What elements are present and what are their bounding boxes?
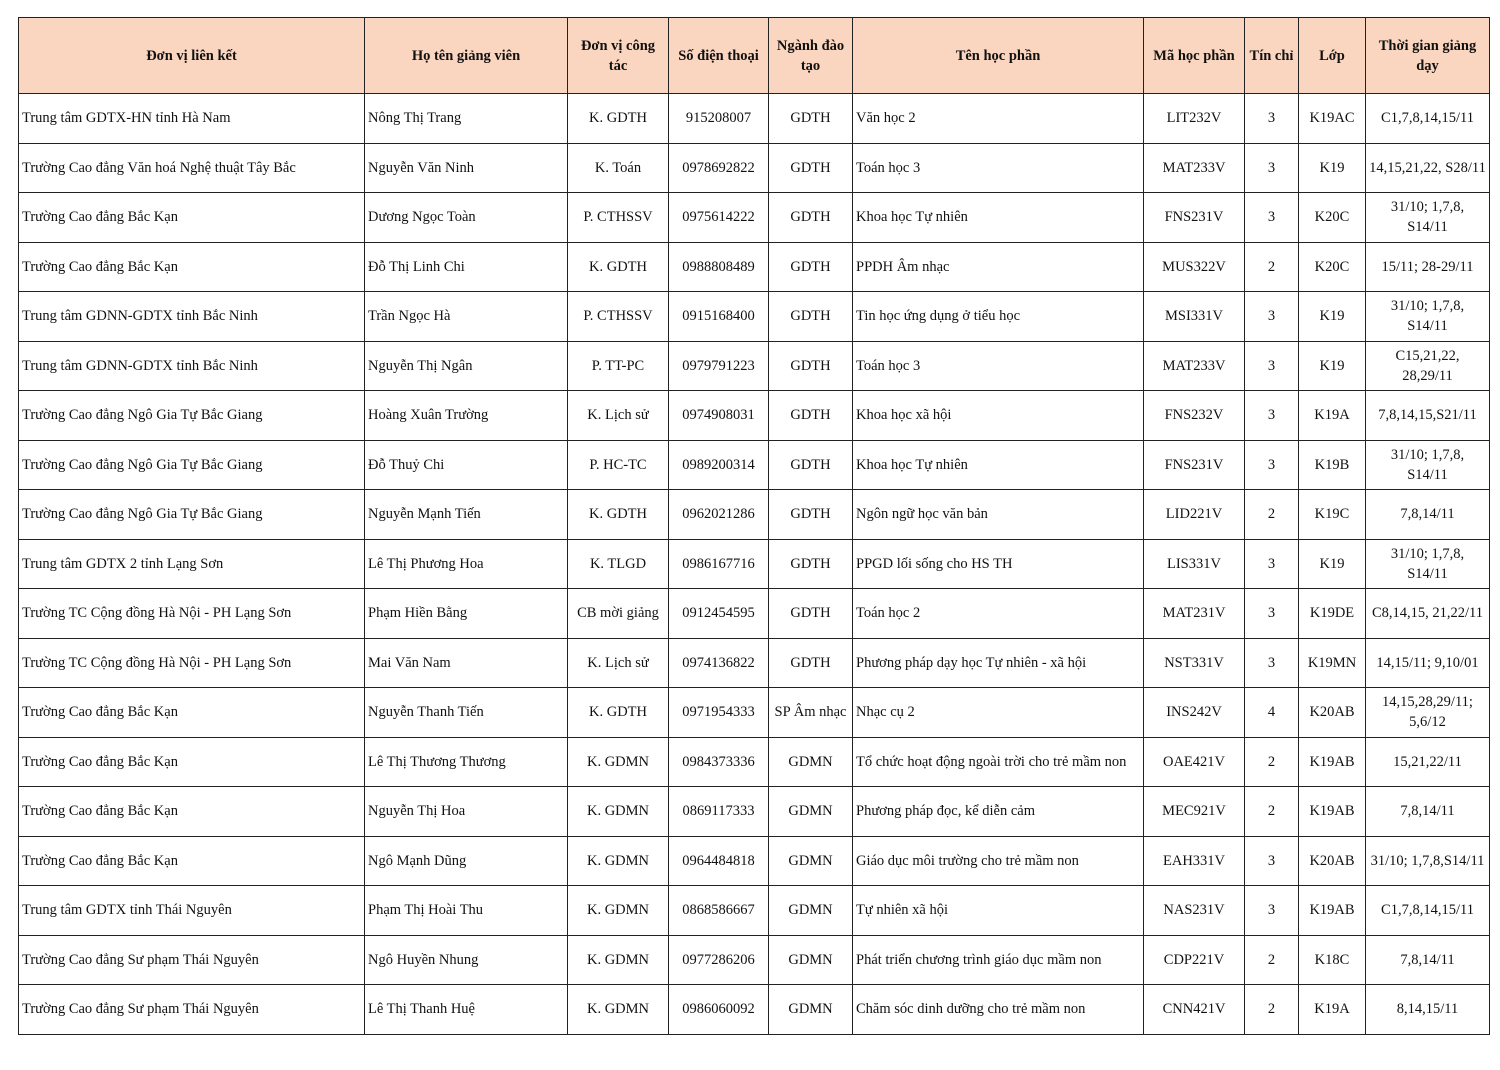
cell-thoi-gian-giang-day: 31/10; 1,7,8,S14/11 <box>1366 836 1490 886</box>
cell-ho-ten-giang-vien: Nguyễn Thị Hoa <box>365 787 568 837</box>
cell-thoi-gian-giang-day: C8,14,15, 21,22/11 <box>1366 589 1490 639</box>
cell-ho-ten-giang-vien: Nông Thị Trang <box>365 94 568 144</box>
cell-so-dien-thoai: 0989200314 <box>669 440 769 490</box>
cell-ten-hoc-phan: Khoa học xã hội <box>853 391 1144 441</box>
cell-so-dien-thoai: 0962021286 <box>669 490 769 540</box>
cell-don-vi-cong-tac: P. CTHSSV <box>568 292 669 342</box>
table-row <box>19 242 1490 292</box>
cell-don-vi-cong-tac: P. CTHSSV <box>568 193 669 243</box>
header-nganh-dao-tao: Ngành đào tạo <box>769 18 853 94</box>
cell-don-vi-lien-ket: Trường Cao đẳng Bắc Kạn <box>19 836 365 886</box>
header-tin-chi: Tín chỉ <box>1245 18 1299 94</box>
cell-lop: K19A <box>1299 391 1366 441</box>
cell-lop: K20AB <box>1299 688 1366 738</box>
cell-don-vi-lien-ket: Trường Cao đẳng Ngô Gia Tự Bắc Giang <box>19 440 365 490</box>
cell-ten-hoc-phan: Khoa học Tự nhiên <box>853 440 1144 490</box>
cell-don-vi-lien-ket: Trường Cao đẳng Ngô Gia Tự Bắc Giang <box>19 490 365 540</box>
cell-don-vi-lien-ket: Trường TC Cộng đồng Hà Nội - PH Lạng Sơn <box>19 638 365 688</box>
cell-thoi-gian-giang-day: 31/10; 1,7,8, S14/11 <box>1366 292 1490 342</box>
cell-thoi-gian-giang-day: 7,8,14/11 <box>1366 490 1490 540</box>
cell-tin-chi: 2 <box>1245 490 1299 540</box>
cell-lop: K19AC <box>1299 94 1366 144</box>
cell-lop: K19 <box>1299 292 1366 342</box>
cell-tin-chi: 3 <box>1245 589 1299 639</box>
cell-ma-hoc-phan: CDP221V <box>1144 935 1245 985</box>
cell-thoi-gian-giang-day: 31/10; 1,7,8, S14/11 <box>1366 193 1490 243</box>
cell-lop: K19DE <box>1299 589 1366 639</box>
cell-don-vi-cong-tac: K. Lịch sử <box>568 638 669 688</box>
cell-ma-hoc-phan: MAT231V <box>1144 589 1245 639</box>
cell-ma-hoc-phan: NST331V <box>1144 638 1245 688</box>
table-row <box>19 490 1490 540</box>
cell-tin-chi: 3 <box>1245 143 1299 193</box>
cell-don-vi-cong-tac: K. Toán <box>568 143 669 193</box>
cell-so-dien-thoai: 0912454595 <box>669 589 769 639</box>
cell-tin-chi: 3 <box>1245 539 1299 589</box>
cell-ho-ten-giang-vien: Đỗ Thị Linh Chi <box>365 242 568 292</box>
cell-don-vi-lien-ket: Trường Cao đẳng Ngô Gia Tự Bắc Giang <box>19 391 365 441</box>
cell-ho-ten-giang-vien: Nguyễn Văn Ninh <box>365 143 568 193</box>
cell-nganh-dao-tao: GDMN <box>769 985 853 1035</box>
cell-don-vi-cong-tac: K. GDMN <box>568 886 669 936</box>
table-row <box>19 985 1490 1035</box>
cell-nganh-dao-tao: GDMN <box>769 886 853 936</box>
cell-tin-chi: 3 <box>1245 836 1299 886</box>
cell-don-vi-cong-tac: K. GDMN <box>568 935 669 985</box>
cell-don-vi-lien-ket: Trường TC Cộng đồng Hà Nội - PH Lạng Sơn <box>19 589 365 639</box>
cell-so-dien-thoai: 0975614222 <box>669 193 769 243</box>
cell-tin-chi: 3 <box>1245 440 1299 490</box>
table-row <box>19 787 1490 837</box>
header-ten-hoc-phan: Tên học phần <box>853 18 1144 94</box>
cell-ma-hoc-phan: NAS231V <box>1144 886 1245 936</box>
cell-ho-ten-giang-vien: Phạm Thị Hoài Thu <box>365 886 568 936</box>
cell-don-vi-lien-ket: Trường Cao đẳng Sư phạm Thái Nguyên <box>19 935 365 985</box>
cell-ma-hoc-phan: MAT233V <box>1144 341 1245 391</box>
cell-don-vi-cong-tac: K. GDTH <box>568 94 669 144</box>
cell-tin-chi: 3 <box>1245 193 1299 243</box>
cell-lop: K19AB <box>1299 886 1366 936</box>
cell-thoi-gian-giang-day: C1,7,8,14,15/11 <box>1366 94 1490 144</box>
table-body <box>19 94 1490 1035</box>
table-row <box>19 589 1490 639</box>
cell-don-vi-lien-ket: Trường Cao đẳng Văn hoá Nghệ thuật Tây Bắc <box>19 143 365 193</box>
cell-nganh-dao-tao: GDTH <box>769 143 853 193</box>
cell-so-dien-thoai: 915208007 <box>669 94 769 144</box>
cell-ho-ten-giang-vien: Dương Ngọc Toàn <box>365 193 568 243</box>
cell-thoi-gian-giang-day: 15/11; 28-29/11 <box>1366 242 1490 292</box>
cell-lop: K19A <box>1299 985 1366 1035</box>
cell-ho-ten-giang-vien: Nguyễn Mạnh Tiến <box>365 490 568 540</box>
cell-lop: K19C <box>1299 490 1366 540</box>
cell-thoi-gian-giang-day: 7,8,14/11 <box>1366 787 1490 837</box>
cell-ma-hoc-phan: EAH331V <box>1144 836 1245 886</box>
cell-tin-chi: 2 <box>1245 242 1299 292</box>
cell-lop: K19AB <box>1299 737 1366 787</box>
cell-ho-ten-giang-vien: Lê Thị Thanh Huệ <box>365 985 568 1035</box>
cell-so-dien-thoai: 0869117333 <box>669 787 769 837</box>
header-thoi-gian-giang-day: Thời gian giảng dạy <box>1366 18 1490 94</box>
header-lop: Lớp <box>1299 18 1366 94</box>
cell-ten-hoc-phan: Toán học 2 <box>853 589 1144 639</box>
cell-so-dien-thoai: 0964484818 <box>669 836 769 886</box>
cell-ten-hoc-phan: Văn học 2 <box>853 94 1144 144</box>
cell-thoi-gian-giang-day: 15,21,22/11 <box>1366 737 1490 787</box>
cell-ma-hoc-phan: INS242V <box>1144 688 1245 738</box>
cell-so-dien-thoai: 0986167716 <box>669 539 769 589</box>
cell-nganh-dao-tao: GDTH <box>769 440 853 490</box>
cell-don-vi-lien-ket: Trường Cao đẳng Bắc Kạn <box>19 688 365 738</box>
cell-don-vi-cong-tac: K. TLGD <box>568 539 669 589</box>
cell-ten-hoc-phan: Toán học 3 <box>853 341 1144 391</box>
cell-lop: K20AB <box>1299 836 1366 886</box>
cell-nganh-dao-tao: GDTH <box>769 589 853 639</box>
cell-nganh-dao-tao: GDMN <box>769 737 853 787</box>
table-row <box>19 737 1490 787</box>
cell-lop: K18C <box>1299 935 1366 985</box>
cell-ten-hoc-phan: PPGD lối sống cho HS TH <box>853 539 1144 589</box>
table-row <box>19 391 1490 441</box>
cell-so-dien-thoai: 0988808489 <box>669 242 769 292</box>
cell-nganh-dao-tao: GDTH <box>769 341 853 391</box>
cell-tin-chi: 3 <box>1245 341 1299 391</box>
table-row <box>19 836 1490 886</box>
header-so-dien-thoai: Số điện thoại <box>669 18 769 94</box>
cell-ten-hoc-phan: Chăm sóc dinh dưỡng cho trẻ mầm non <box>853 985 1144 1035</box>
cell-so-dien-thoai: 0979791223 <box>669 341 769 391</box>
cell-so-dien-thoai: 0977286206 <box>669 935 769 985</box>
cell-ten-hoc-phan: Tổ chức hoạt động ngoài trời cho trẻ mầm non <box>853 737 1144 787</box>
cell-ho-ten-giang-vien: Nguyễn Thị Ngân <box>365 341 568 391</box>
cell-ma-hoc-phan: FNS231V <box>1144 193 1245 243</box>
cell-thoi-gian-giang-day: 7,8,14,15,S21/11 <box>1366 391 1490 441</box>
cell-ma-hoc-phan: CNN421V <box>1144 985 1245 1035</box>
cell-thoi-gian-giang-day: 14,15/11; 9,10/01 <box>1366 638 1490 688</box>
cell-tin-chi: 3 <box>1245 886 1299 936</box>
table-row <box>19 638 1490 688</box>
cell-ten-hoc-phan: Giáo dục môi trường cho trẻ mầm non <box>853 836 1144 886</box>
cell-don-vi-cong-tac: K. GDMN <box>568 737 669 787</box>
cell-ho-ten-giang-vien: Trần Ngọc Hà <box>365 292 568 342</box>
cell-don-vi-lien-ket: Trường Cao đẳng Bắc Kạn <box>19 737 365 787</box>
cell-ten-hoc-phan: Nhạc cụ 2 <box>853 688 1144 738</box>
cell-tin-chi: 2 <box>1245 787 1299 837</box>
cell-so-dien-thoai: 0974908031 <box>669 391 769 441</box>
header-don-vi-cong-tac: Đơn vị công tác <box>568 18 669 94</box>
cell-ten-hoc-phan: Phát triển chương trình giáo dục mầm non <box>853 935 1144 985</box>
cell-don-vi-cong-tac: K. GDTH <box>568 490 669 540</box>
table-row <box>19 292 1490 342</box>
table-row <box>19 688 1490 738</box>
cell-thoi-gian-giang-day: C15,21,22, 28,29/11 <box>1366 341 1490 391</box>
cell-ten-hoc-phan: Phương pháp đọc, kể diễn cảm <box>853 787 1144 837</box>
cell-lop: K19 <box>1299 143 1366 193</box>
cell-thoi-gian-giang-day: 14,15,28,29/11; 5,6/12 <box>1366 688 1490 738</box>
cell-don-vi-cong-tac: P. HC-TC <box>568 440 669 490</box>
cell-so-dien-thoai: 0978692822 <box>669 143 769 193</box>
cell-tin-chi: 3 <box>1245 391 1299 441</box>
cell-so-dien-thoai: 0974136822 <box>669 638 769 688</box>
cell-ten-hoc-phan: Ngôn ngữ học văn bản <box>853 490 1144 540</box>
cell-lop: K19 <box>1299 341 1366 391</box>
header-ma-hoc-phan: Mã học phần <box>1144 18 1245 94</box>
cell-don-vi-lien-ket: Trung tâm GDTX tỉnh Thái Nguyên <box>19 886 365 936</box>
header-row <box>19 18 1490 94</box>
cell-ma-hoc-phan: OAE421V <box>1144 737 1245 787</box>
cell-thoi-gian-giang-day: 31/10; 1,7,8, S14/11 <box>1366 539 1490 589</box>
table-row <box>19 886 1490 936</box>
cell-lop: K20C <box>1299 242 1366 292</box>
cell-don-vi-cong-tac: K. GDTH <box>568 242 669 292</box>
cell-tin-chi: 2 <box>1245 985 1299 1035</box>
cell-don-vi-lien-ket: Trường Cao đẳng Sư phạm Thái Nguyên <box>19 985 365 1035</box>
cell-nganh-dao-tao: GDTH <box>769 638 853 688</box>
cell-ho-ten-giang-vien: Lê Thị Phương Hoa <box>365 539 568 589</box>
cell-nganh-dao-tao: GDMN <box>769 836 853 886</box>
cell-nganh-dao-tao: GDTH <box>769 490 853 540</box>
cell-don-vi-cong-tac: K. GDMN <box>568 787 669 837</box>
table-row <box>19 341 1490 391</box>
cell-nganh-dao-tao: GDTH <box>769 94 853 144</box>
cell-ma-hoc-phan: MAT233V <box>1144 143 1245 193</box>
cell-don-vi-lien-ket: Trung tâm GDTX-HN tỉnh Hà Nam <box>19 94 365 144</box>
cell-so-dien-thoai: 0915168400 <box>669 292 769 342</box>
cell-don-vi-lien-ket: Trung tâm GDNN-GDTX tỉnh Bắc Ninh <box>19 292 365 342</box>
cell-nganh-dao-tao: GDMN <box>769 935 853 985</box>
header-ho-ten-giang-vien: Họ tên giảng viên <box>365 18 568 94</box>
cell-ten-hoc-phan: Phương pháp dạy học Tự nhiên - xã hội <box>853 638 1144 688</box>
cell-nganh-dao-tao: GDTH <box>769 539 853 589</box>
cell-ho-ten-giang-vien: Hoàng Xuân Trường <box>365 391 568 441</box>
table-row <box>19 193 1490 243</box>
cell-thoi-gian-giang-day: 14,15,21,22, S28/11 <box>1366 143 1490 193</box>
cell-tin-chi: 3 <box>1245 94 1299 144</box>
cell-ma-hoc-phan: MEC921V <box>1144 787 1245 837</box>
cell-ten-hoc-phan: PPDH Âm nhạc <box>853 242 1144 292</box>
cell-so-dien-thoai: 0868586667 <box>669 886 769 936</box>
cell-so-dien-thoai: 0986060092 <box>669 985 769 1035</box>
schedule-table <box>18 17 1490 1035</box>
cell-ma-hoc-phan: LIS331V <box>1144 539 1245 589</box>
cell-ten-hoc-phan: Toán học 3 <box>853 143 1144 193</box>
cell-ho-ten-giang-vien: Nguyễn Thanh Tiến <box>365 688 568 738</box>
cell-nganh-dao-tao: GDTH <box>769 242 853 292</box>
cell-lop: K19AB <box>1299 787 1366 837</box>
table-row <box>19 143 1490 193</box>
cell-don-vi-lien-ket: Trường Cao đẳng Bắc Kạn <box>19 242 365 292</box>
cell-nganh-dao-tao: GDMN <box>769 787 853 837</box>
cell-ma-hoc-phan: LID221V <box>1144 490 1245 540</box>
cell-ma-hoc-phan: FNS231V <box>1144 440 1245 490</box>
cell-thoi-gian-giang-day: 8,14,15/11 <box>1366 985 1490 1035</box>
cell-lop: K20C <box>1299 193 1366 243</box>
cell-lop: K19MN <box>1299 638 1366 688</box>
cell-ho-ten-giang-vien: Ngô Huyền Nhung <box>365 935 568 985</box>
cell-don-vi-cong-tac: K. GDTH <box>568 688 669 738</box>
cell-tin-chi: 4 <box>1245 688 1299 738</box>
cell-nganh-dao-tao: SP Âm nhạc <box>769 688 853 738</box>
cell-tin-chi: 3 <box>1245 292 1299 342</box>
cell-thoi-gian-giang-day: C1,7,8,14,15/11 <box>1366 886 1490 936</box>
cell-ma-hoc-phan: FNS232V <box>1144 391 1245 441</box>
cell-don-vi-lien-ket: Trung tâm GDTX 2 tỉnh Lạng Sơn <box>19 539 365 589</box>
cell-ma-hoc-phan: LIT232V <box>1144 94 1245 144</box>
cell-lop: K19B <box>1299 440 1366 490</box>
cell-don-vi-lien-ket: Trường Cao đẳng Bắc Kạn <box>19 787 365 837</box>
cell-ho-ten-giang-vien: Lê Thị Thương Thương <box>365 737 568 787</box>
cell-ho-ten-giang-vien: Ngô Mạnh Dũng <box>365 836 568 886</box>
cell-ten-hoc-phan: Tự nhiên xã hội <box>853 886 1144 936</box>
cell-ho-ten-giang-vien: Đỗ Thuỷ Chi <box>365 440 568 490</box>
cell-lop: K19 <box>1299 539 1366 589</box>
table-row <box>19 440 1490 490</box>
cell-don-vi-cong-tac: P. TT-PC <box>568 341 669 391</box>
cell-don-vi-cong-tac: K. GDMN <box>568 836 669 886</box>
cell-ho-ten-giang-vien: Mai Văn Nam <box>365 638 568 688</box>
cell-tin-chi: 2 <box>1245 935 1299 985</box>
cell-ma-hoc-phan: MSI331V <box>1144 292 1245 342</box>
cell-nganh-dao-tao: GDTH <box>769 292 853 342</box>
cell-tin-chi: 2 <box>1245 737 1299 787</box>
cell-ho-ten-giang-vien: Phạm Hiền Bằng <box>365 589 568 639</box>
cell-nganh-dao-tao: GDTH <box>769 391 853 441</box>
cell-don-vi-lien-ket: Trung tâm GDNN-GDTX tỉnh Bắc Ninh <box>19 341 365 391</box>
cell-don-vi-lien-ket: Trường Cao đẳng Bắc Kạn <box>19 193 365 243</box>
cell-tin-chi: 3 <box>1245 638 1299 688</box>
table-row <box>19 539 1490 589</box>
header-don-vi-lien-ket: Đơn vị liên kết <box>19 18 365 94</box>
cell-ten-hoc-phan: Tin học ứng dụng ở tiểu học <box>853 292 1144 342</box>
cell-don-vi-cong-tac: CB mời giảng <box>568 589 669 639</box>
table-row <box>19 94 1490 144</box>
cell-so-dien-thoai: 0984373336 <box>669 737 769 787</box>
table-row <box>19 935 1490 985</box>
cell-nganh-dao-tao: GDTH <box>769 193 853 243</box>
cell-don-vi-cong-tac: K. Lịch sử <box>568 391 669 441</box>
cell-thoi-gian-giang-day: 31/10; 1,7,8, S14/11 <box>1366 440 1490 490</box>
cell-ten-hoc-phan: Khoa học Tự nhiên <box>853 193 1144 243</box>
cell-so-dien-thoai: 0971954333 <box>669 688 769 738</box>
cell-ma-hoc-phan: MUS322V <box>1144 242 1245 292</box>
cell-thoi-gian-giang-day: 7,8,14/11 <box>1366 935 1490 985</box>
cell-don-vi-cong-tac: K. GDMN <box>568 985 669 1035</box>
